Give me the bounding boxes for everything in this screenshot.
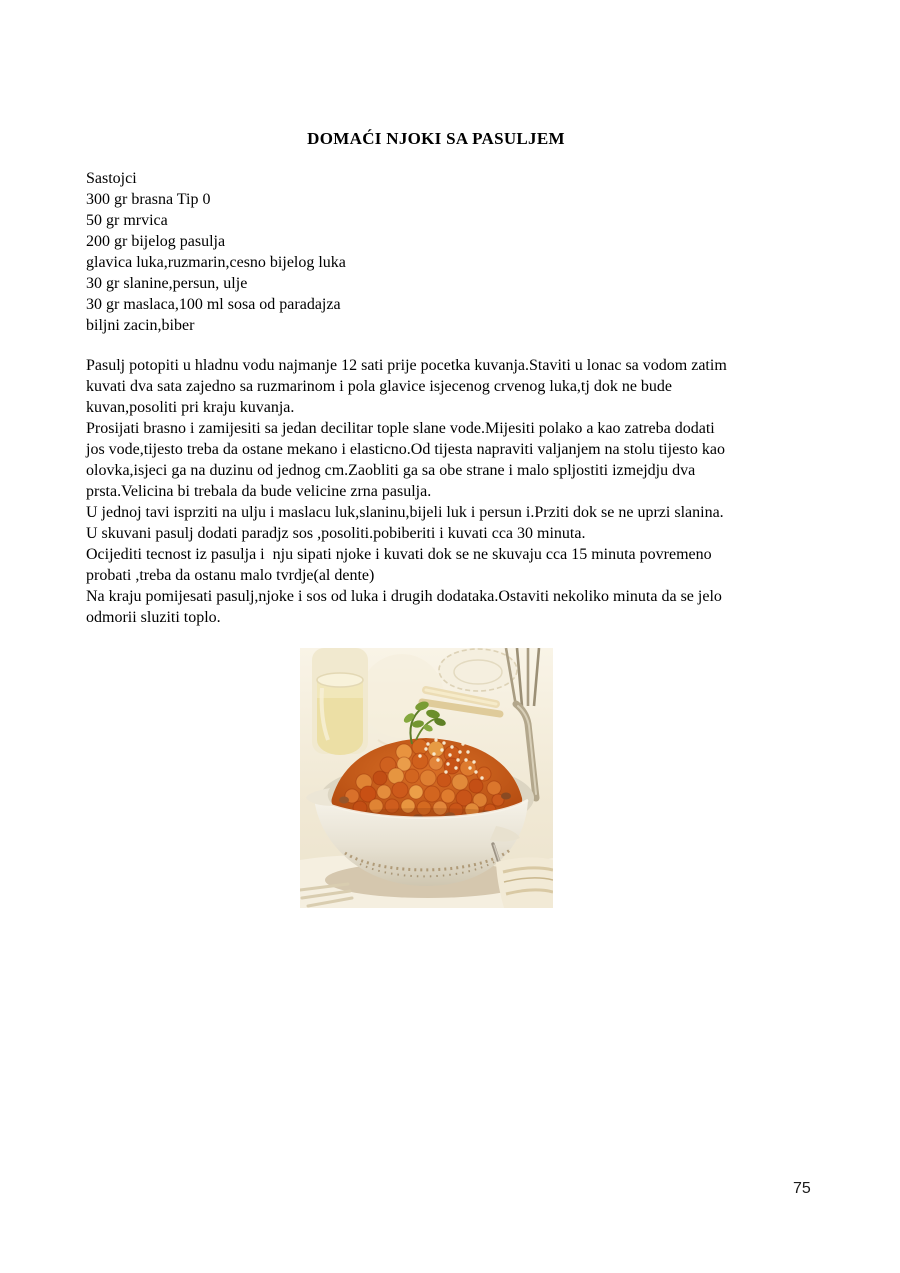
ingredient-line: biljni zacin,biber [86,317,195,334]
ingredient-line: 30 gr slanine,persun, ulje [86,275,248,292]
instruction-line: Ocijediti tecnost iz pasulja i nju sipati njoke i kuvati dok se ne skuvaju cca 15 minuta povremeno [86,546,712,563]
ingredients-list [86,189,346,336]
wine-glass [312,648,368,755]
page-number: 75 [793,1180,811,1197]
instruction-line: jos vode,tijesto treba da ostane mekano i elasticno.Od tijesta napraviti valjanjem na stolu tijesto kao [86,441,725,458]
ingredient-line: 200 gr bijelog pasulja [86,233,226,250]
ingredient-line: 30 gr maslaca,100 ml sosa od paradajza [86,296,341,313]
instruction-line: Pasulj potopiti u hladnu vodu najmanje 12 sati prije pocetka kuvanja.Staviti u lonac sa vodom zatim [86,357,727,374]
instruction-line: Prosijati brasno i zamijesiti sa jedan decilitar tople slane vode.Mijesiti polako a kao zatreba dodati [86,420,715,437]
instruction-line: kuvati dva sata zajedno sa ruzmarinom i pola glavice isjecenog crvenog luka,tj dok ne bude [86,378,673,395]
instruction-line: kuvan,posoliti pri kraju kuvanja. [86,399,295,416]
ingredients-section [86,168,346,336]
napkin [496,857,553,908]
ingredient-line: glavica luka,ruzmarin,cesno bijelog luka [86,254,346,271]
recipe-title: DOMAĆI NJOKI SA PASULJEM [307,129,565,148]
instruction-line: prsta.Velicina bi trebala da bude velicine zrna pasulja. [86,483,432,500]
ingredients-heading: Sastojci [86,170,137,187]
instruction-line: U skuvani pasulj dodati paradjz sos ,posoliti.pobiberiti i kuvati cca 30 minuta. [86,525,586,542]
ingredient-line: 300 gr brasna Tip 0 [86,191,211,208]
instruction-line: U jednoj tavi isprziti na ulju i maslacu luk,slaninu,bijeli luk i persun i.Prziti dok se ne uprzi slanina. [86,504,724,521]
instruction-line: odmorii sluziti toplo. [86,609,221,626]
ingredient-line: 50 gr mrvica [86,212,168,229]
instruction-line: Na kraju pomijesati pasulj,njoke i sos od luka i drugih dodataka.Ostaviti nekoliko minuta da se jelo [86,588,722,605]
instruction-line: olovka,isjeci ga na duzinu od jednog cm.Zaobliti ga sa obe strane i malo spljostiti izmejdju dva [86,462,696,479]
instruction-line: probati ,treba da ostanu malo tvrdje(al dente) [86,567,375,584]
food-photo-illustration [300,648,553,908]
food-photo [300,648,553,908]
instructions-section [86,355,727,628]
